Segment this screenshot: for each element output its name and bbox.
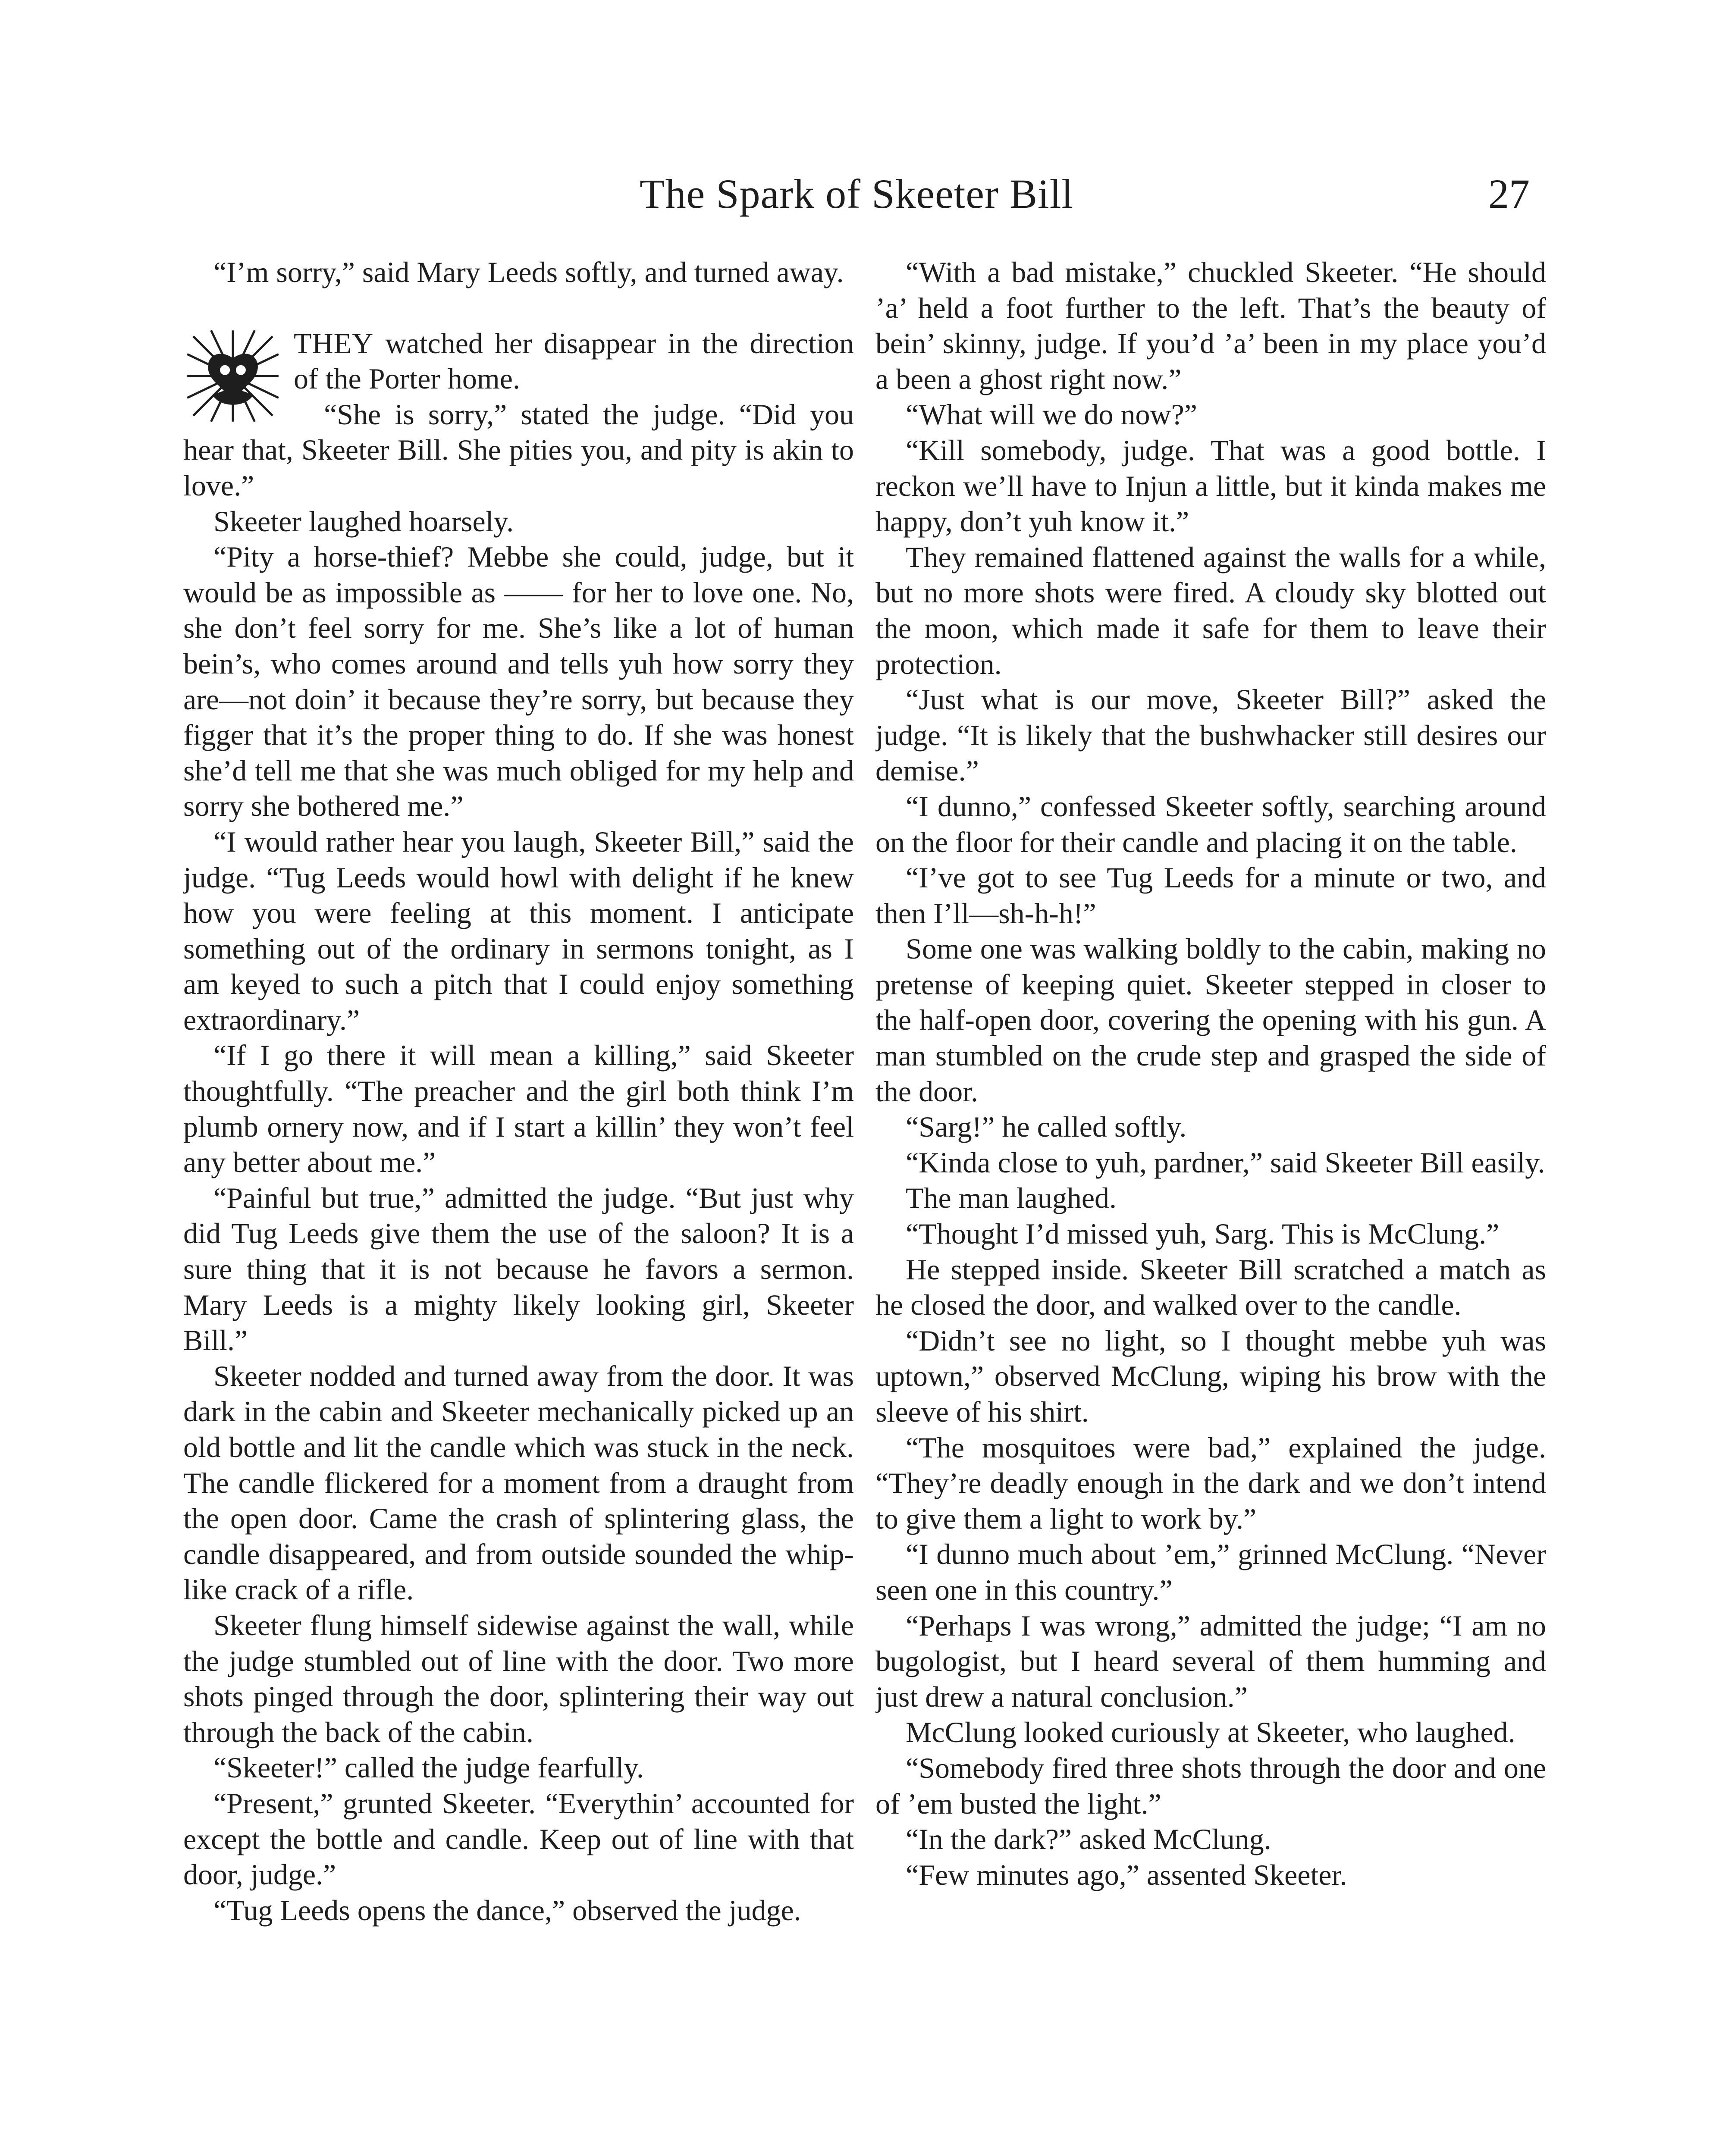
paragraph: “I dunno,” confessed Skeeter softly, searching around on the floor for their candle and placing it on the table. bbox=[875, 790, 1546, 859]
ornamental-dropcap-icon bbox=[183, 326, 282, 426]
running-title: The Spark of Skeeter Bill bbox=[639, 171, 1074, 217]
paragraph: “Kill somebody, judge. That was a good bottle. I reckon we’ll have to Injun a little, but it kinda makes me happy, don’t yuh know it.” bbox=[875, 433, 1546, 538]
paragraph: Some one was walking boldly to the cabin, making no pretense of keeping quiet. Skeeter stepped in closer to the half-open door, covering the opening with his gun. A man stumbled on the crude step and grasped the side of the door. bbox=[875, 932, 1546, 1108]
paragraph: “Skeeter!” called the judge fearfully. bbox=[213, 1751, 644, 1784]
paragraph: Skeeter flung himself sidewise against the wall, while the judge stumbled out of line with the door. Two more shots pinged through the door, splintering their way out through the back of the cabin. bbox=[183, 1608, 854, 1749]
paragraph: “Tug Leeds opens the dance,” observed the judge. bbox=[213, 1893, 801, 1927]
paragraph: “Pity a horse-thief? Mebbe she could, judge, but it would be as impossible as —— for her to love one. No, she don’t feel sorry for me. She’s like a lot of human bein’s, who comes around and tells yuh how sorry they are—not doin’ it because they’re sorry, but because they figger that it’s the proper thing to do. If she was honest she’d tell me that she was much obliged for my help and sorry she bothered me.” bbox=[183, 540, 854, 823]
running-header bbox=[0, 164, 1713, 241]
paragraph: “Few minutes ago,” assented Skeeter. bbox=[906, 1858, 1347, 1891]
paragraph: “With a bad mistake,” chuckled Skeeter. “He should ’a’ held a foot further to the left. That’s the beauty of bein’ skinny, judge. If you’d ’a’ been in my place you’d a been a ghost right now.” bbox=[875, 256, 1546, 395]
paragraph: “She is sorry,” stated the judge. “Did you hear that, Skeeter Bill. She pities you, and pity is akin to love.” bbox=[183, 398, 854, 502]
paragraph: “Kinda close to yuh, pardner,” said Skeeter Bill easily. bbox=[906, 1146, 1545, 1179]
paragraph: “Sarg!” he called softly. bbox=[906, 1110, 1187, 1144]
dropcap-paragraph bbox=[183, 326, 854, 397]
paragraph: Skeeter nodded and turned away from the door. It was dark in the cabin and Skeeter mechanically picked up an old bottle and lit the candle which was stuck in the neck. The candle flickered for a moment from a draught from the open door. Came the crash of splintering glass, the candle disappeared, and from outside sounded the whip-like crack of a rifle. bbox=[183, 1359, 854, 1606]
paragraph: “I dunno much about ’em,” grinned McClung. “Never seen one in this country.” bbox=[875, 1538, 1546, 1606]
paragraph: “I’m sorry,” said Mary Leeds softly, and turned away. bbox=[213, 256, 844, 288]
paragraph: “Perhaps I was wrong,” admitted the judge; “I am no bugologist, but I heard several of them humming and just drew a natural conclusion.” bbox=[875, 1609, 1546, 1713]
paragraph: Skeeter laughed hoarsely. bbox=[213, 505, 514, 538]
paragraph: “Painful but true,” admitted the judge. “But just why did Tug Leeds give them the use of the saloon? It is a sure thing that it is not because he favors a sermon. Mary Leeds is a mighty likely looking girl, Skeeter Bill.” bbox=[183, 1181, 854, 1357]
paragraph: “If I go there it will mean a killing,” said Skeeter thoughtfully. “The preacher and the girl both think I’m plumb ornery now, and if I start a killin’ they won’t feel any better about me.” bbox=[183, 1039, 854, 1179]
paragraph: “What will we do now?” bbox=[906, 398, 1197, 431]
paragraph: “In the dark?” asked McClung. bbox=[906, 1823, 1271, 1856]
paragraph: “The mosquitoes were bad,” explained the judge. “They’re deadly enough in the dark and we don’t intend to give them a light to work by.” bbox=[875, 1431, 1546, 1535]
paragraph: “Didn’t see no light, so I thought mebbe yuh was uptown,” observed McClung, wiping his brow with the sleeve of his shirt. bbox=[875, 1324, 1546, 1428]
paragraph: “I would rather hear you laugh, Skeeter Bill,” said the judge. “Tug Leeds would howl with delight if he knew how you were feeling at this moment. I anticipate something out of the ordinary in sermons tonight, as I am keyed to such a pitch that I could enjoy something extraordinary.” bbox=[183, 825, 854, 1036]
left-column bbox=[183, 254, 854, 2156]
dropcap-word: THEY bbox=[294, 326, 374, 360]
paragraph: They remained flattened against the walls for a while, but no more shots were fired. A cloudy sky blotted out the moon, which made it safe for them to leave their protection. bbox=[875, 540, 1546, 680]
paragraph: He stepped inside. Skeeter Bill scratched a match as he closed the door, and walked over to the candle. bbox=[875, 1253, 1546, 1322]
paragraph: McClung looked curiously at Skeeter, who laughed. bbox=[906, 1716, 1515, 1749]
paragraph: “Somebody fired three shots through the door and one of ’em busted the light.” bbox=[875, 1751, 1546, 1820]
paragraph-text: watched her disappear in the direction of the Porter home. bbox=[294, 326, 854, 395]
paragraph: “I’ve got to see Tug Leeds for a minute or two, and then I’ll—sh-h-h!” bbox=[875, 861, 1546, 930]
paragraph: “Just what is our move, Skeeter Bill?” asked the judge. “It is likely that the bushwhacker still desires our demise.” bbox=[875, 683, 1546, 787]
page-number: 27 bbox=[1488, 171, 1530, 217]
right-column bbox=[875, 254, 1546, 2156]
paragraph: “Thought I’d missed yuh, Sarg. This is McClung.” bbox=[906, 1217, 1500, 1250]
paragraph: The man laughed. bbox=[906, 1181, 1117, 1215]
paragraph: “Present,” grunted Skeeter. “Everythin’ accounted for except the bottle and candle. Keep out of line with that door, judge.” bbox=[183, 1786, 854, 1891]
